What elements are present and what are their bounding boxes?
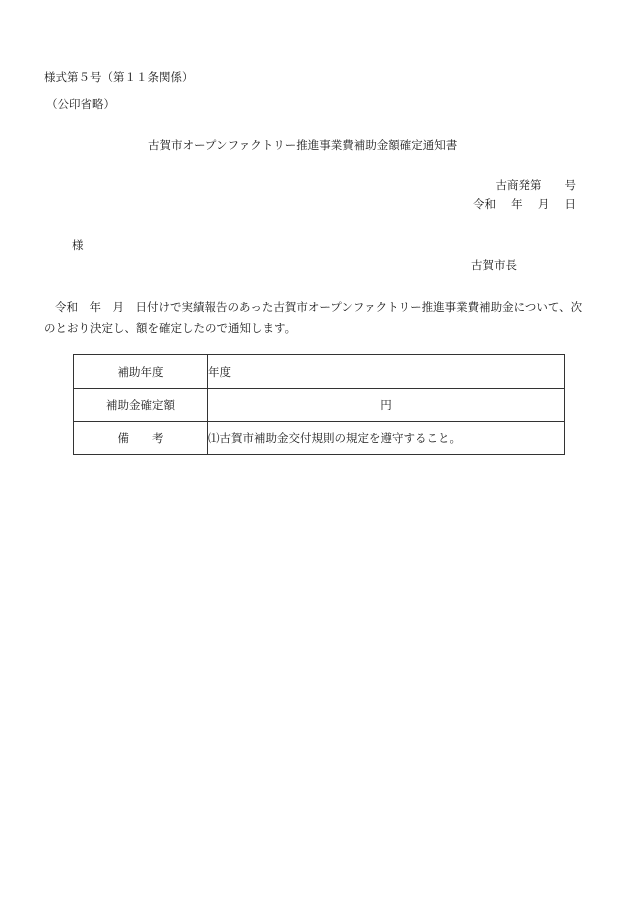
table-row [74,422,565,455]
document-date: 令和 年 月 日 [473,197,576,211]
seal-omitted-note: （公印省略） [46,97,115,111]
confirmed-amount-label: 補助金確定額 [74,389,208,422]
table-row [74,389,565,422]
confirmed-amount-value: 円 [208,389,565,422]
notice-body-text: 令和 年 月 日付けで実績報告のあった古賀市オープンファクトリー推進事業費補助金について、次のとおり決定し、額を確定したので通知します。 [44,300,583,335]
table-row [74,355,565,389]
remarks-value: ⑴古賀市補助金交付規則の規定を遵守すること。 [208,422,565,455]
subsidy-detail-table [73,354,565,455]
subsidy-year-value: 年度 [208,355,565,389]
subsidy-year-label: 補助年度 [74,355,208,389]
issuer-name: 古賀市長 [471,258,517,272]
form-number: 様式第５号（第１１条関係） [44,70,194,84]
remarks-label: 備 考 [74,422,208,455]
document-number: 古商発第 号 [495,178,576,192]
addressee: 様 [72,238,84,252]
document-title: 古賀市オープンファクトリー推進事業費補助金額確定通知書 [148,138,458,152]
